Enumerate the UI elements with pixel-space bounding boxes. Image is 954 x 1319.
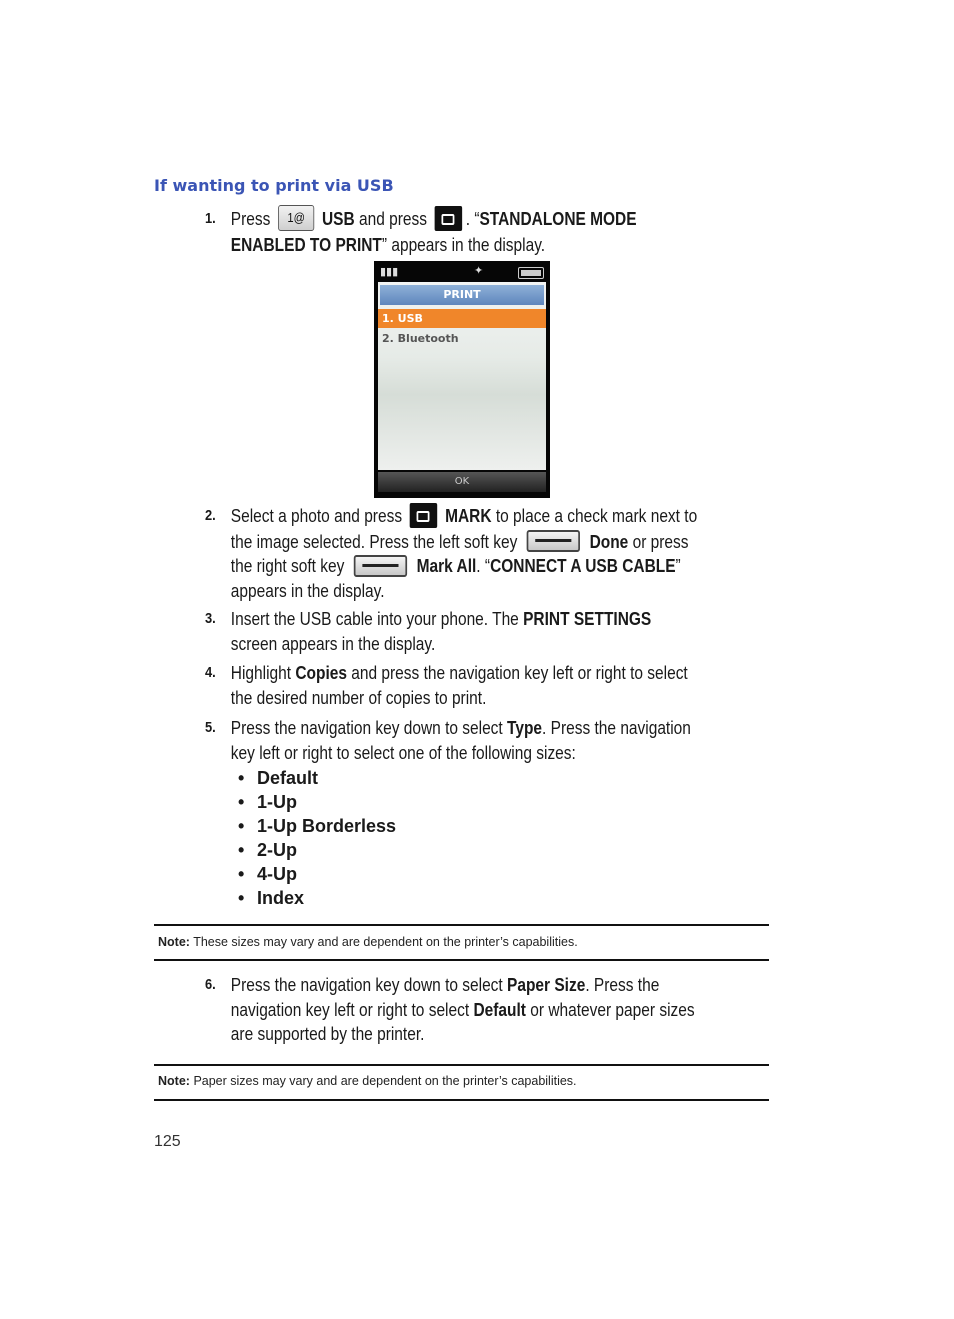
step-2 — [205, 504, 700, 603]
battery-icon — [518, 267, 544, 279]
step-text: Press — [230, 209, 271, 229]
step-text: Insert the USB cable into your phone. The — [230, 609, 519, 629]
step-number: 1. — [205, 210, 216, 227]
step-text: Highlight — [230, 663, 292, 683]
step-3 — [205, 607, 700, 656]
bullet-icon: • — [238, 864, 245, 884]
bullet-icon: • — [238, 816, 245, 836]
bullet-icon: • — [238, 840, 245, 860]
note-rule-bottom — [154, 1099, 769, 1101]
step-text: ” appears in the display. — [381, 235, 546, 256]
paper-size-label: Paper Size — [507, 975, 586, 995]
step-text: screen appears in the display. — [230, 633, 436, 654]
phone-title-bar: PRINT — [380, 285, 544, 305]
done-label: Done — [589, 531, 629, 552]
signal-icon: ▮▮▮ — [380, 265, 399, 278]
step-text: Select a photo and press — [230, 506, 403, 526]
note-text: These sizes may vary and are dependent on the printer’s capabilities. — [193, 935, 578, 949]
step-text: Press the navigation key down to select — [230, 718, 503, 738]
step-text: and press — [359, 209, 428, 229]
note-2 — [158, 1074, 577, 1088]
menu-item-usb[interactable]: 1. USB — [378, 309, 546, 328]
menu-icon: ✦ — [474, 264, 484, 277]
list-item: • Index — [238, 888, 305, 908]
step-number: 6. — [205, 976, 216, 993]
list-item: • 2-Up — [238, 840, 297, 860]
bullet-icon: • — [238, 792, 245, 812]
section-heading: If wanting to print via USB — [154, 176, 394, 195]
step-text: . Press the navigation key left or right to select one of the following sizes: — [230, 718, 691, 763]
right-soft-key-icon — [354, 555, 407, 577]
size-list — [238, 766, 396, 910]
type-label: Type — [507, 718, 543, 738]
bullet-icon: • — [238, 888, 245, 908]
note-label: Note: — [158, 935, 190, 949]
note-1 — [158, 935, 578, 949]
one-key-icon: 1@ — [278, 205, 314, 231]
mark-all-label: Mark All — [416, 556, 477, 577]
step-5 — [205, 716, 700, 765]
phone-screenshot — [374, 261, 550, 498]
menu-item-bluetooth[interactable]: 2. Bluetooth — [382, 332, 459, 345]
step-number: 3. — [205, 610, 216, 627]
step-text: Press the navigation key down to select — [230, 975, 503, 995]
status-bar — [378, 264, 546, 284]
display-message: STANDALONE MODE ENABLED TO PRINT — [230, 209, 637, 256]
bullet-icon: • — [238, 768, 245, 788]
note-rule-top — [154, 1064, 769, 1066]
step-text: . Press the navigation key left or right to select — [230, 975, 660, 1020]
list-item: • Default — [238, 768, 319, 788]
ok-key-icon — [410, 503, 438, 528]
step-4 — [205, 661, 700, 710]
display-message: CONNECT A USB CABLE — [490, 556, 676, 577]
list-item: • 4-Up — [238, 864, 297, 884]
default-label: Default — [473, 999, 526, 1020]
ok-key-icon — [435, 206, 463, 231]
step-1 — [205, 207, 700, 258]
copies-label: Copies — [295, 663, 347, 683]
usb-label: USB — [322, 209, 355, 229]
step-text: ” appears in the display. — [230, 556, 681, 601]
left-soft-key-icon — [527, 530, 580, 552]
step-number: 4. — [205, 664, 216, 681]
step-text: . “ — [476, 556, 491, 577]
note-label: Note: — [158, 1074, 190, 1088]
list-item: • 1-Up — [238, 792, 297, 812]
step-text: to place a check mark next to the image selected. Press the left soft key — [230, 506, 698, 552]
note-rule-top — [154, 924, 769, 926]
page-number: 125 — [154, 1133, 181, 1150]
step-6 — [205, 973, 700, 1047]
step-text: or whatever paper sizes are supported by the printer. — [230, 999, 695, 1044]
step-text: . “ — [465, 209, 480, 229]
note-text: Paper sizes may vary and are dependent on the printer’s capabilities. — [193, 1074, 577, 1088]
step-text: and press the navigation key left or right to select the desired number of copies to print. — [230, 663, 688, 708]
print-settings-label: PRINT SETTINGS — [523, 609, 652, 629]
step-number: 5. — [205, 719, 216, 736]
note-rule-bottom — [154, 959, 769, 961]
step-number: 2. — [205, 507, 216, 524]
phone-softkey-ok[interactable]: OK — [378, 472, 546, 492]
phone-screen — [378, 282, 546, 470]
list-item: • 1-Up Borderless — [238, 816, 397, 836]
step-text: or press the right soft key — [230, 531, 689, 577]
mark-label: MARK — [445, 506, 492, 526]
